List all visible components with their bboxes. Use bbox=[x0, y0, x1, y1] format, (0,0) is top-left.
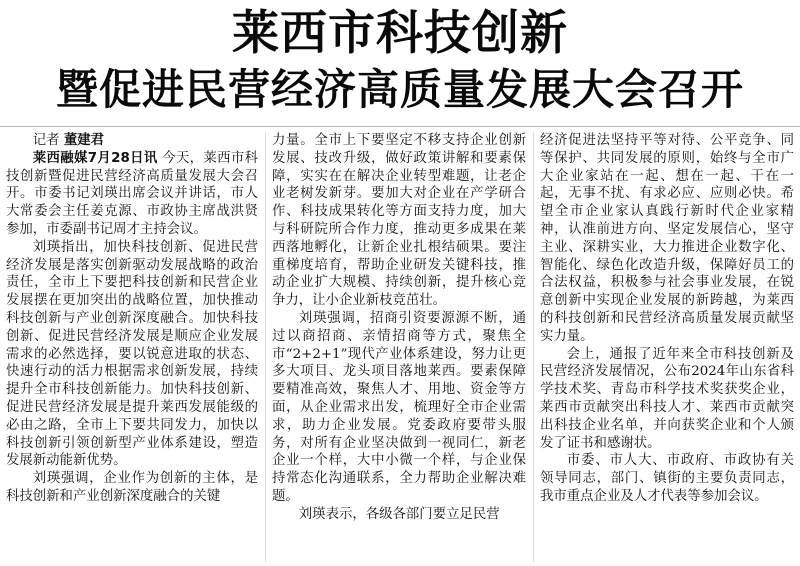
byline-reporter-name: 董建君 bbox=[63, 133, 105, 148]
headline-rule bbox=[0, 126, 800, 127]
article-paragraph bbox=[6, 150, 258, 239]
dateline: 莱西融媒7月28日讯 bbox=[32, 150, 158, 166]
article-paragraph: 刘瑛强调，企业作为创新的主体，是科技创新和产业创新深度融合的关键 bbox=[6, 471, 258, 504]
article-paragraph: 刘瑛强调，招商引资要源源不断，通过以商招商、亲情招商等方式，聚焦全市“2+2+1”现代产业体系建设，努力让更多大项目、龙头项目落地莱西。要素保障要精准高效，聚焦人才、用地、资金等方面，从企业需求出发，梳理好全市企业需求，助力企业发展。党委政府要带头服务，对所有企业坚决做到一视同仁，新老企业一个样，大中小微一个样，与企业保持常态化沟通联系，全力帮助企业解决难题。 bbox=[272, 310, 526, 504]
article-column-2 bbox=[272, 132, 526, 562]
article-column-3 bbox=[540, 132, 794, 562]
article-column-1 bbox=[6, 132, 258, 562]
column-divider bbox=[265, 132, 266, 562]
article-paragraph: 刘瑛表示，各级各部门要立足民营 bbox=[298, 506, 500, 522]
byline-label: 记者 bbox=[32, 133, 60, 148]
paragraph-text: 今天，莱西市科技创新暨促进民营经济高质量发展大会召开。市委书记刘瑛出席会议并讲话，市人大常委会主任姜克源、市政协主席战洪贤参加，市委副书记周才主持会议。 bbox=[6, 150, 258, 237]
article-paragraph: 市委、市人大、市政府、市政协有关领导同志，部门、镇街的主要负责同志，我市重点企业及人才代表等参加会议。 bbox=[540, 453, 794, 504]
byline bbox=[6, 132, 258, 150]
column-divider bbox=[533, 132, 534, 562]
headline-line-1: 莱西市科技创新 bbox=[232, 6, 568, 61]
article-paragraph-continued: 经济促进法坚持平等对待、公平竞争、同等保护、共同发展的原则，始终与全市广大企业家站在一起、想在一起、干在一起，无事不扰、有求必应、应则必快。希望全市企业家认真践行新时代企业家精神，认准前进方向、坚定发展信心，坚守主业、深耕实业，大力推进企业数字化、智能化、绿色化改造升级，保障好员工的合法权益，积极参与社会事业发展，在锐意创新中实现企业发展的新跨越，为莱西的科技创新和民营经济高质量发展贡献坚实力量。 bbox=[540, 133, 794, 344]
article-paragraph: 会上，通报了近年来全市科技创新及民营经济发展情况，公布2024年山东省科学技术奖、青岛市科学技术奖获奖企业，莱西市贡献突出科技人才、莱西市贡献突出科技企业名单，并向获奖企业和个人颁发了证书和感谢状。 bbox=[540, 346, 794, 451]
headline-line-2: 暨促进民营经济高质量发展大会召开 bbox=[55, 65, 744, 114]
article-paragraph: 刘瑛指出，加快科技创新、促进民营经济发展是落实创新驱动发展战略的政治责任，全市上下要把科技创新和民营企业发展摆在更加突出的战略位置，加快推动科技创新与产业创新深度融合。加快科技创新、促进民营经济发展是顺应企业发展需求的必然选择，要以锐意进取的状态、快速行动的活力根据需求创新发展，持续提升全市科技创新能力。加快科技创新、促进民营经济发展是提升莱西发展能级的必由之路，全市上下要共同发力，加快以科技创新引领创新型产业体系建设，塑造发展新动能新优势。 bbox=[6, 239, 258, 469]
article-paragraph-continued: 力量。全市上下要坚定不移支持企业创新发展、技改升级，做好政策讲解和要素保障，实实在在解决企业转型难题，让老企业老树发新芽。要加大对企业在产学研合作、科技成果转化等方面支持力度，加大与科研院所合作力度，推动更多成果在莱西落地孵化，让新企业扎根结硕果。要注重梯度培育，帮助企业研发关键科技，推动企业扩大规模、持续创新，提升核心竞争力，让小企业新枝竞茁壮。 bbox=[272, 133, 526, 309]
